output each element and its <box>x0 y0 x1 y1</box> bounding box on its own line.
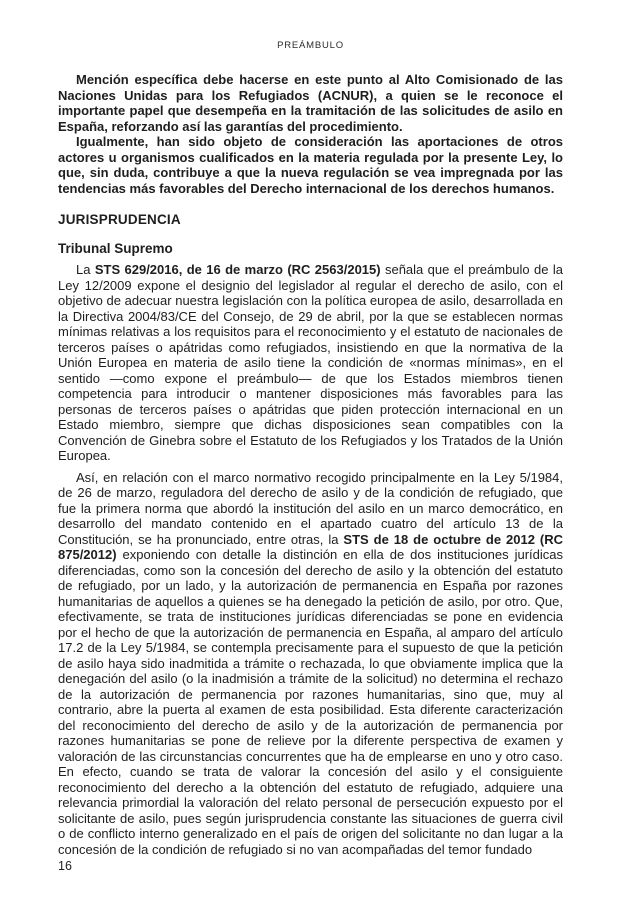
running-header: PREÁMBULO <box>277 40 344 51</box>
jurisprudencia-paragraph-1 <box>58 262 563 464</box>
section-heading-jurisprudencia: JURISPRUDENCIA <box>58 212 181 227</box>
preamble-paragraph-2: Igualmente, han sido objeto de consideración las aportaciones de otros actores u organismos cualificados en la materia regulada por la presente Ley, lo que, sin duda, contribuye a que la nueva regulación se vea impregnada por las tendencias más favorables del Derecho internacional de los derechos humanos. <box>58 134 563 196</box>
jurisprudencia-paragraph-2 <box>58 470 563 858</box>
paragraph-text-pre: La <box>76 262 95 277</box>
page-number: 16 <box>58 859 72 873</box>
case-citation-sts-18-octubre-2012: STS de 18 de octubre de 2012 (RC 875/2012) <box>58 531 563 562</box>
paragraph-text-pre: Así, en relación con el marco normativo recogido principalmente en la Ley 5/1984, de 26 de marzo, reguladora del derecho de asilo y de la condición de refugiado, que fue la primera norma que abordó la institución del asilo en un marco democrático, en desarrollo del mandato contenido en el apartado cuatro del artículo 13 de la Constitución, se ha pronunciado, entre otras, la <box>58 469 563 547</box>
paragraph-text-post: exponiendo con detalle la distinción en ella de dos instituciones jurídicas diferenciadas, como son la concesión del derecho de asilo y la obtención del estatuto de refugiado, por un lado, y la autorización de permanencia en España por razones humanitarias de aquellos a quienes se ha denegado la petición de asilo, por otro. Que, efectivamente, se trata de instituciones jurídicas diferenciadas se pone en evidencia por el hecho de que la autorización de permanencia en España, al amparo del artículo 17.2 de la Ley 5/1984, se contempla precisamente para el supuesto de que la petición de asilo haya sido inadmitida a trámite o rechazada, lo que obviamente implica que la denegación del asilo (o la inadmisión a trámite de la solicitud) no determina el rechazo de la autorización de permanencia por razones humanitarias, sino que, muy al contrario, abre la puerta al examen de esta posibilidad. Esta diferente caracterización del reconocimiento del derecho de asilo y de la autorización de permanencia por razones humanitarias se pone de relieve por la diferente perspectiva de examen y valoración de las circunstancias concurrentes que ha de emplearse en uno y otro caso. En efecto, cuando se trata de valorar la concesión del asilo y el consiguiente reconocimiento del derecho a la obtención del estatuto de refugiado, adquiere una relevancia primordial la valoración del relato personal de persecución expuesto por el solicitante de asilo, pues según jurisprudencia constante las situaciones de guerra civil o de conflicto interno generalizado en el país de origen del solicitante no dan lugar a la concesión de la condición de refugiado si no van acompañadas del temor fundado <box>58 547 563 857</box>
preamble-paragraph-1: Mención específica debe hacerse en este punto al Alto Comisionado de las Naciones Unidas para los Refugiados (ACNUR), a quien se le reconoce el importante papel que desempeña en la tramitación de las solicitudes de asilo en España, reforzando así las garantías del procedimiento. <box>58 72 563 134</box>
paragraph-text-post: señala que el preámbulo de la Ley 12/2009 expone el designio del legislador al regular el derecho de asilo, con el objetivo de adecuar nuestra legislación con la política europea de asilo, desarrollada en la Directiva 2004/83/CE del Consejo, de 29 de abril, por la que se establecen normas mínimas relativas a los requisitos para el reconocimiento y el estatuto de nacionales de terceros países o apátridas como refugiados, insistiendo en que la normativa de la Unión Europea en materia de asilo tiene la condición de «normas mínimas», en el sentido —como expone el preámbulo— de que los Estados miembros tienen competencia para introducir o mantener disposiciones más favorables para las personas de terceros países o apátridas que piden protección internacional en un Estado miembro, siempre que dichas disposiciones sean compatibles con la Convención de Ginebra sobre el Estatuto de los Refugiados y los Tratados de la Unión Europea. <box>58 262 563 463</box>
case-citation-sts-629-2016: STS 629/2016, de 16 de marzo (RC 2563/2015) <box>94 262 381 277</box>
subsection-heading-tribunal-supremo: Tribunal Supremo <box>58 241 173 256</box>
